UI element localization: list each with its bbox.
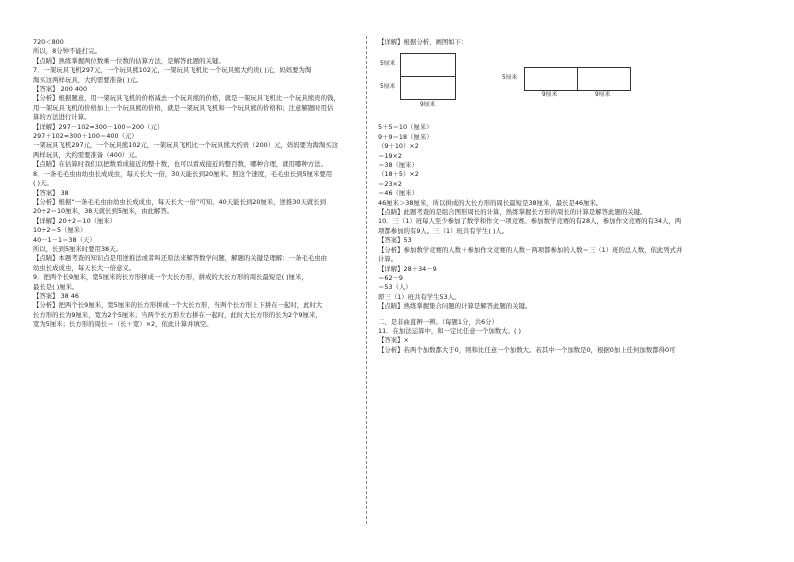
text-line: 【点睛】熟练掌握两位数乘一位数的估算方法，是解答此题的关键。: [33, 56, 225, 65]
side-rect-right: [577, 67, 631, 91]
answer-line: 【答案】 38 46: [33, 291, 79, 300]
text-line: 【详解】20÷2＝10（厘米）: [33, 216, 117, 225]
label-5cm-top: 5厘米: [380, 61, 396, 68]
text-line: 【点睛】此题考查的是组合图形周长的计算，熟练掌握长方形的周长的计算是解答此题的关键。: [378, 208, 647, 217]
question-7: 7．一架玩具飞机297元，一个玩具熊102元，一架玩具飞机比一个玩具熊大约贵( )元，妈妈要为淘: [33, 66, 312, 75]
question-10: 10．三（1）班每人至少参加了数学和作文一项竞赛。参加数学竞赛的有28人，参加作文竞赛的有34人，两: [378, 217, 682, 226]
text-line: 10÷2＝5（厘米）: [33, 226, 87, 235]
text-line: 宽为5厘米；长方形的周长＝（长＋宽）×2，依此计算并填空。: [33, 320, 213, 329]
text-line: 长方形的长为9厘米，宽为2个5厘米；当两个长方形左右拼在一起时，此时大长方形的长为2个9厘米，: [33, 310, 322, 319]
right-column: [378, 38, 713, 355]
section-two: [378, 318, 713, 356]
text-line: 所以，长到5厘米时要用38天。: [33, 244, 122, 253]
text-line: 297＋102≈300＋100＝400（元）: [33, 132, 138, 141]
text-line: 720＜800: [33, 38, 64, 46]
text-line: 【点睛】在估算时我们以把数看成接近的整十数，也可以看成接近的整百数，哪种合理，就用哪种方法。: [33, 160, 327, 169]
text-line: 【分析】根据题意，用一架玩具飞机的价格减去一个玩具熊的价格，就是一架玩具飞机比一个玩具熊贵的钱，: [33, 94, 340, 103]
answer-line: 【答案】×: [378, 336, 409, 345]
text-line: （18＋5）×2: [378, 170, 419, 179]
side-rect-left: [524, 67, 578, 91]
text-line: 用一架玩具飞机的价格加上一个玩具熊的价格，就是一架玩具飞机和一个玩具熊的价格和；注意解题时用估: [33, 103, 334, 112]
question-11: 11．在加法运算中，和一定比任意一个加数大。( ): [378, 326, 521, 335]
text-line: ( )天。: [33, 179, 53, 188]
text-line: 所以，8分钟不能打完。: [33, 47, 101, 56]
text-line: 【点睛】熟练掌握集合问题的计算是解答此题的关键。: [378, 302, 532, 311]
left-column: [33, 38, 368, 330]
text-line: 【分析】根据“一条毛毛虫由幼虫长成成虫，每天长大一倍”可知，40天能长到20厘米，逆推30天就长到: [33, 197, 327, 206]
text-line: 40－1－1＝38（天）: [33, 235, 96, 244]
label-9cm-right-2: 9厘米: [595, 92, 611, 99]
text-line: 【分析】参加数学竞赛的人数＋参加作文竞赛的人数－两项都参加的人数＝三（1）班的总人数，依此列式并: [378, 245, 683, 254]
text-line: 20÷2＝10厘米，38天就长到5厘米，由此解答。: [33, 207, 174, 216]
text-line: 计算。: [378, 255, 398, 264]
answer-line: 【答案】53: [378, 236, 412, 245]
rectangle-figures: [378, 47, 713, 123]
text-line: 即三（1）班共有学生53人。: [378, 292, 461, 301]
answer-line: 【答案】 38: [33, 188, 69, 197]
text-line: ＝19×2: [378, 151, 402, 160]
text-line: 两样玩具，大约需要准备（400）元。: [33, 150, 142, 159]
text-line: 项都参加的有9人。三（1）班共有学生( )人。: [378, 226, 509, 235]
text-line: ＝38（厘米）: [378, 161, 419, 170]
text-line: 【详解】28＋34－9: [378, 264, 437, 273]
text-line: ＝53（人）: [378, 283, 412, 292]
text-line: 【详解】根据分析，画图如下：: [378, 38, 468, 46]
label-9cm-right-1: 9厘米: [542, 92, 558, 99]
text-line: 一架玩具飞机297元，一个玩具熊102元，一架玩具飞机比一个玩具熊大约贵（200）元，妈妈要为淘淘买这: [33, 141, 338, 150]
text-line: ＝23×2: [378, 179, 402, 188]
text-line: 46厘米＞38厘米，所以拼成的大长方形的周长最短是38厘米，最长是46厘米。: [378, 198, 603, 207]
text-line: （9＋10）×2: [378, 142, 419, 151]
text-line: 5＋5＝10（厘米）: [378, 123, 433, 132]
text-line: ＝46（厘米）: [378, 189, 419, 198]
text-line: ＝62－9: [378, 273, 403, 282]
answer-line: 【答案】 200 400: [33, 85, 88, 94]
stacked-rect-bottom: [400, 76, 456, 100]
text-line: 9＋9＝18（厘米）: [378, 132, 433, 141]
text-line: 【点睛】本题考查的知识点是用逆推法或者叫还原法来解答数学问题，解题的关键是理解：一条毛毛虫由: [33, 254, 327, 263]
text-line: 算的方法进行计算。: [33, 113, 91, 122]
section-heading: 二、是非曲直辨一辨。（每题1分，共6分）: [378, 317, 498, 326]
text-line: 淘买这两样玩具，大约需要准备( )元。: [33, 75, 143, 84]
label-5cm-right: 5厘米: [502, 75, 518, 82]
stacked-rect-top: [400, 53, 456, 77]
text-line: 【分析】若两个加数都大于0，则和比任意一个加数大。若其中一个加数是0，根据0加上任何加数都得0可: [378, 345, 676, 354]
question-8: 8．一条毛毛虫由幼虫长成成虫，每天长大一倍，30天能长到20厘米。照这个速度，毛毛虫长到5厘米要用: [33, 169, 333, 178]
text-line: 幼虫长成成虫，每天长大一倍意义。: [33, 263, 136, 272]
text-line: 【分析】把两个长9厘米，宽5厘米的长方形拼成一个大长方形，当两个长方形上下拼在一起时，此时大: [33, 301, 323, 310]
label-5cm-bottom: 5厘米: [380, 84, 396, 91]
label-9cm-left: 9厘米: [420, 102, 436, 109]
text-line: 最长是( )厘米。: [33, 282, 79, 291]
text-line: 【详解】297－102≈300－100＝200（元）: [33, 122, 164, 131]
question-9: 9．把两个长9厘米，宽5厘米的长方形拼成一个大长方形，拼成的大长方形的周长最短是( )厘米，: [33, 273, 308, 282]
